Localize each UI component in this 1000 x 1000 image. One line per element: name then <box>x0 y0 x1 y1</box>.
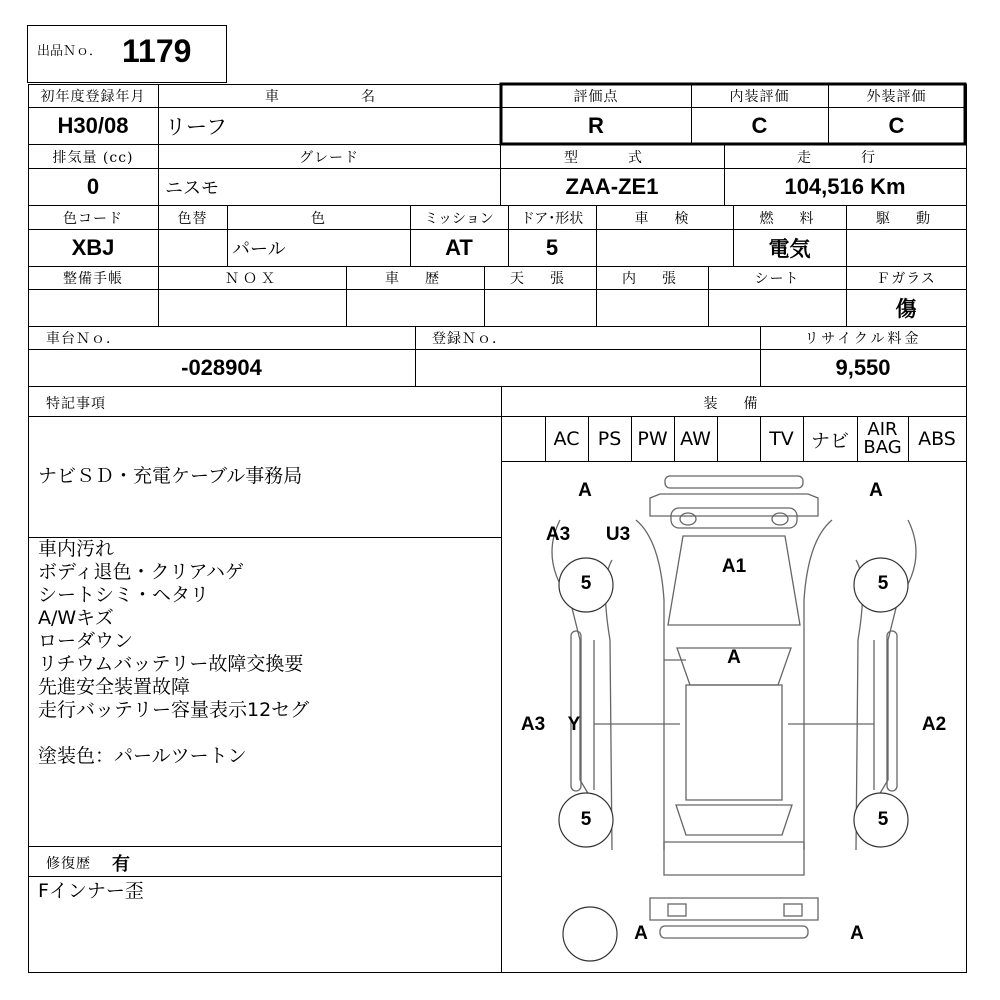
inspection-label: 車 検 <box>634 210 695 227</box>
grade-value: ニスモ <box>165 177 219 199</box>
spare-tire <box>563 907 617 961</box>
mark-wheel-rear-left: 5 <box>580 809 592 830</box>
model-label: 型 式 <box>564 149 660 166</box>
car-history-label: 車 歴 <box>385 271 445 287</box>
mileage-label: 走 行 <box>797 149 893 166</box>
color-value: パール <box>232 238 286 260</box>
equipment-item-ps: PS <box>597 428 622 450</box>
equipment-item-navi: ナビ <box>810 429 849 452</box>
mark-front-left-corner: A <box>578 480 592 501</box>
mission-label: ミッション <box>424 210 494 227</box>
mark-windshield: A <box>727 647 741 668</box>
score-value: R <box>588 112 604 138</box>
displacement-value: 0 <box>86 173 100 199</box>
mark-hood: A1 <box>721 556 747 577</box>
mark-left-front-fender: A3 <box>545 524 571 545</box>
mark-left-door: Y <box>567 714 581 735</box>
mark-wheel-rear-right: 5 <box>877 809 889 830</box>
grade-label: グレード <box>299 149 359 166</box>
mission-value: AT <box>445 234 473 260</box>
drive-label: 駆 動 <box>876 210 936 227</box>
mark-wheel-front-left: 5 <box>580 573 592 594</box>
seat-label: シート <box>754 271 800 287</box>
lot-label: 出品Ｎｏ． <box>37 43 103 59</box>
equipment-label: 装 備 <box>703 395 764 412</box>
car-name-label: 車 名 <box>265 89 393 105</box>
chassis-number-label: 車台Ｎｏ． <box>46 331 121 347</box>
door-label: ドア･形状 <box>520 210 584 227</box>
mark-wheel-front-right: 5 <box>877 573 889 594</box>
lot-number: 1179 <box>122 32 192 69</box>
recycle-fee-label: リサイクル料金 <box>804 331 922 347</box>
displacement-label: 排気量 (cc) <box>52 149 134 166</box>
door-value: 5 <box>545 234 559 260</box>
color-change-label: 色替 <box>177 210 208 227</box>
nox-label: ＮＯＸ <box>225 271 279 287</box>
equipment-item-tv: TV <box>769 428 794 450</box>
model-value: ZAA-ZE1 <box>565 173 659 199</box>
mileage-value: 104,516 Km <box>784 173 906 199</box>
car-name-value: リーフ <box>165 114 227 139</box>
equipment-item-pw: PW <box>637 428 668 450</box>
registration-number-label: 登録Ｎｏ． <box>432 331 507 347</box>
ceiling-label: 天 張 <box>510 271 570 287</box>
recycle-fee-value: 9,550 <box>835 354 891 380</box>
fuel-label: 燃 料 <box>759 210 820 227</box>
repair-history-value: 有 <box>112 853 130 875</box>
exterior-grade-label: 外装評価 <box>866 89 927 105</box>
first-reg-label: 初年度登録年月 <box>40 89 146 105</box>
interior-grade-label: 内装評価 <box>729 89 790 105</box>
mark-front-right-corner: A <box>869 480 883 501</box>
condition-notes: 車内汚れ ボディ退色・クリアハゲ シートシミ・ヘタリ A/Wキズ ローダウン リチウムバッテリー故障交換要 先進安全装置故障 走行バッテリー容量表示12セグ 塗装色：パールツートン <box>38 538 310 767</box>
color-code-value: XBJ <box>71 234 115 260</box>
equipment-item-abs: ABS <box>918 428 956 450</box>
color-code-label: 色コード <box>63 210 123 227</box>
mark-left-side: A3 <box>520 714 546 735</box>
chassis-number-value: -028904 <box>181 354 262 380</box>
special-notes-label: 特記事項 <box>46 396 106 412</box>
mark-left-front-fender-2: U3 <box>605 524 631 545</box>
score-label: 評価点 <box>573 89 619 105</box>
special-notes-text: ナビＳＤ・充電ケーブル事務局 <box>38 464 303 487</box>
mark-rear-right-corner: A <box>850 923 864 944</box>
exterior-grade-value: C <box>888 112 905 138</box>
front-glass-value: 傷 <box>895 296 917 321</box>
mark-rear-left-corner: A <box>634 923 648 944</box>
maintenance-book-label: 整備手帳 <box>63 271 123 287</box>
mark-right-side: A2 <box>921 714 947 735</box>
color-label: 色 <box>311 210 326 227</box>
interior-grade-value: C <box>751 112 768 138</box>
interior-trim-label: 内 張 <box>622 271 682 287</box>
equipment-item-ac: AC <box>553 428 580 450</box>
repair-history-note: Fインナー歪 <box>38 879 144 902</box>
first-reg-value: H30/08 <box>57 112 129 138</box>
equipment-item-aw: AW <box>680 428 711 450</box>
equipment-item-airbag: AIR BAG <box>863 419 902 458</box>
fuel-value: 電気 <box>768 236 811 261</box>
repair-history-label: 修復歴 <box>46 855 91 872</box>
front-glass-label: Ｆガラス <box>876 271 936 287</box>
